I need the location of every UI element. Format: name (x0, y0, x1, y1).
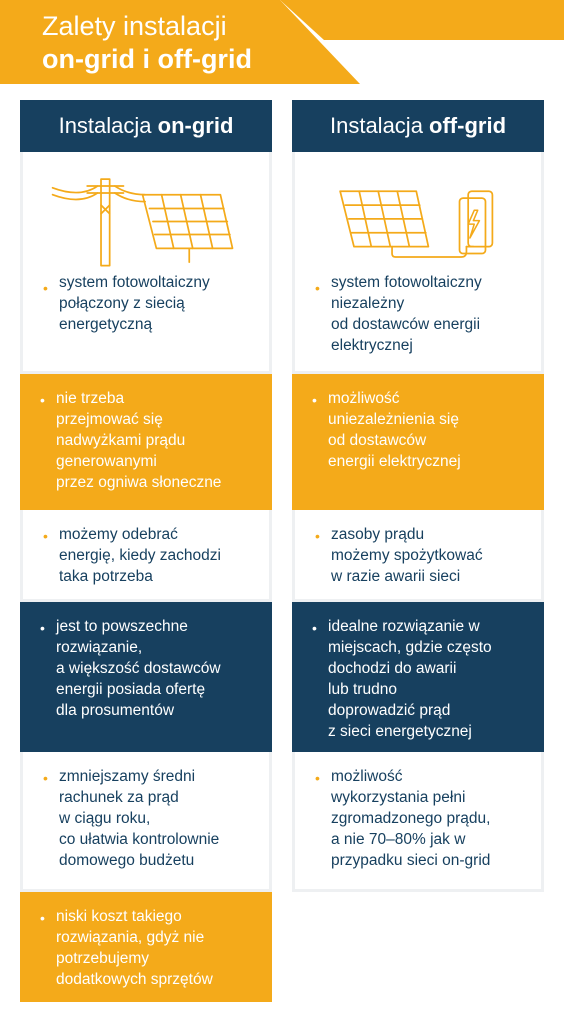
on-grid-item-2 (20, 374, 272, 510)
bullet-icon: • (312, 620, 317, 636)
off-grid-item-2 (292, 374, 544, 510)
off-grid-column (292, 100, 544, 892)
bullet-icon: • (315, 770, 320, 786)
bullet-icon: • (43, 280, 48, 296)
power-pole-and-solar-panel-icon (37, 152, 255, 272)
bullet-icon: • (43, 528, 48, 544)
off-grid-item-1-text: system fotowoltaiczny niezależny od dostawców energii elektrycznej (331, 274, 482, 354)
on-grid-header-regular: Instalacja (58, 113, 158, 138)
bullet-icon: • (315, 280, 320, 296)
on-grid-item-3 (20, 510, 272, 602)
off-grid-item-5-text: możliwość wykorzystania pełni zgromadzonego prądu, a nie 70–80% jak w przypadku sieci on-grid (331, 768, 491, 869)
on-grid-item-5 (20, 752, 272, 892)
on-grid-item-2-text: nie trzeba przejmować się nadwyżkami prądu generowanymi przez ogniwa słoneczne (56, 390, 222, 491)
on-grid-item-1 (20, 152, 272, 374)
on-grid-item-6-text: niski koszt takiego rozwiązania, gdyż nie potrzebujemy dodatkowych sprzętów (56, 908, 213, 988)
title-line-2: on-grid i off-grid (42, 44, 252, 74)
bullet-icon: • (40, 392, 45, 408)
on-grid-column (20, 100, 272, 1002)
off-grid-item-2-text: możliwość uniezależnienia się od dostawców energii elektrycznej (328, 390, 461, 470)
off-grid-header (292, 100, 544, 152)
off-grid-item-4-text: idealne rozwiązanie w miejscach, gdzie często dochodzi do awarii lub trudno doprowadzić prąd z sieci energetycznej (328, 618, 492, 740)
on-grid-item-1-text: system fotowoltaiczny połączony z siecią energetyczną (59, 274, 210, 333)
off-grid-item-4 (292, 602, 544, 752)
off-grid-item-3 (292, 510, 544, 602)
bullet-icon: • (40, 620, 45, 636)
on-grid-item-6 (20, 892, 272, 1002)
solar-panel-and-battery-icon (309, 152, 527, 272)
on-grid-item-4-text: jest to powszechne rozwiązanie, a większość dostawców energii posiada ofertę dla prosumentów (56, 618, 221, 719)
off-grid-item-5 (292, 752, 544, 892)
bullet-icon: • (40, 910, 45, 926)
on-grid-item-5-text: zmniejszamy średni rachunek za prąd w ciągu roku, co ułatwia kontrolownie domowego budżetu (59, 768, 220, 869)
page-title (42, 10, 252, 76)
title-banner-accent (280, 0, 564, 40)
on-grid-item-3-text: możemy odebrać energię, kiedy zachodzi taka potrzeba (59, 526, 221, 585)
on-grid-header-bold: on-grid (157, 113, 234, 138)
off-grid-item-1 (292, 152, 544, 374)
off-grid-header-bold: off-grid (429, 113, 507, 138)
on-grid-item-4 (20, 602, 272, 752)
bullet-icon: • (315, 528, 320, 544)
on-grid-header (20, 100, 272, 152)
off-grid-header-regular: Instalacja (329, 113, 430, 138)
bullet-icon: • (43, 770, 48, 786)
off-grid-item-3-text: zasoby prądu możemy spożytkować w razie awarii sieci (331, 526, 483, 585)
bullet-icon: • (312, 392, 317, 408)
title-line-1: Zalety instalacji (42, 11, 227, 41)
